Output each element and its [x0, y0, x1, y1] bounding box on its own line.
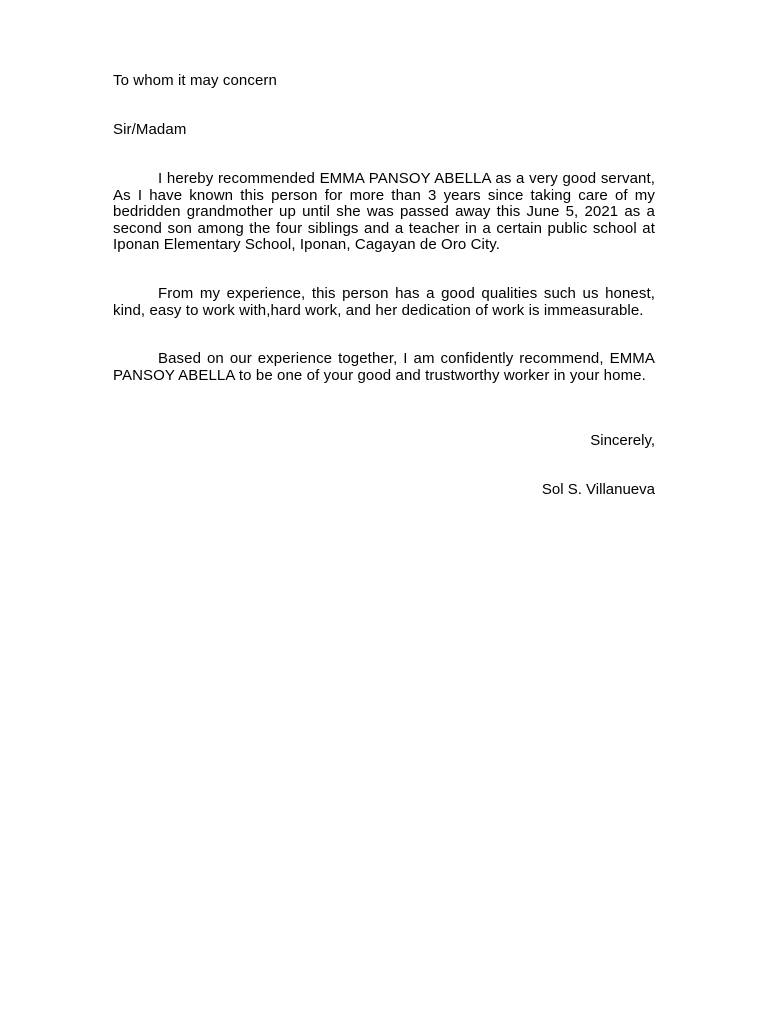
salutation: Sir/Madam: [113, 121, 187, 138]
opening-line: To whom it may concern: [113, 72, 277, 89]
paragraph-recommendation: I hereby recommended EMMA PANSOY ABELLA as a very good servant, As I have known this person for more than 3 years since taking care of my bedridden grandmother up until she was passed away this June 5, 2021 as a second son among the four siblings and a teacher in a certain public school at Iponan Elementary School, Iponan, Cagayan de Oro City.: [113, 170, 655, 253]
paragraph-experience: From my experience, this person has a good qualities such us honest, kind, easy to work with,hard work, and her dedication of work is immeasurable.: [113, 285, 655, 319]
closing: Sincerely,: [590, 432, 655, 449]
signer-name: Sol S. Villanueva: [541, 481, 655, 498]
paragraph-confidence: Based on our experience together, I am confidently recommend, EMMA PANSOY ABELLA to be one of your good and trustworthy worker in your home.: [113, 350, 655, 384]
